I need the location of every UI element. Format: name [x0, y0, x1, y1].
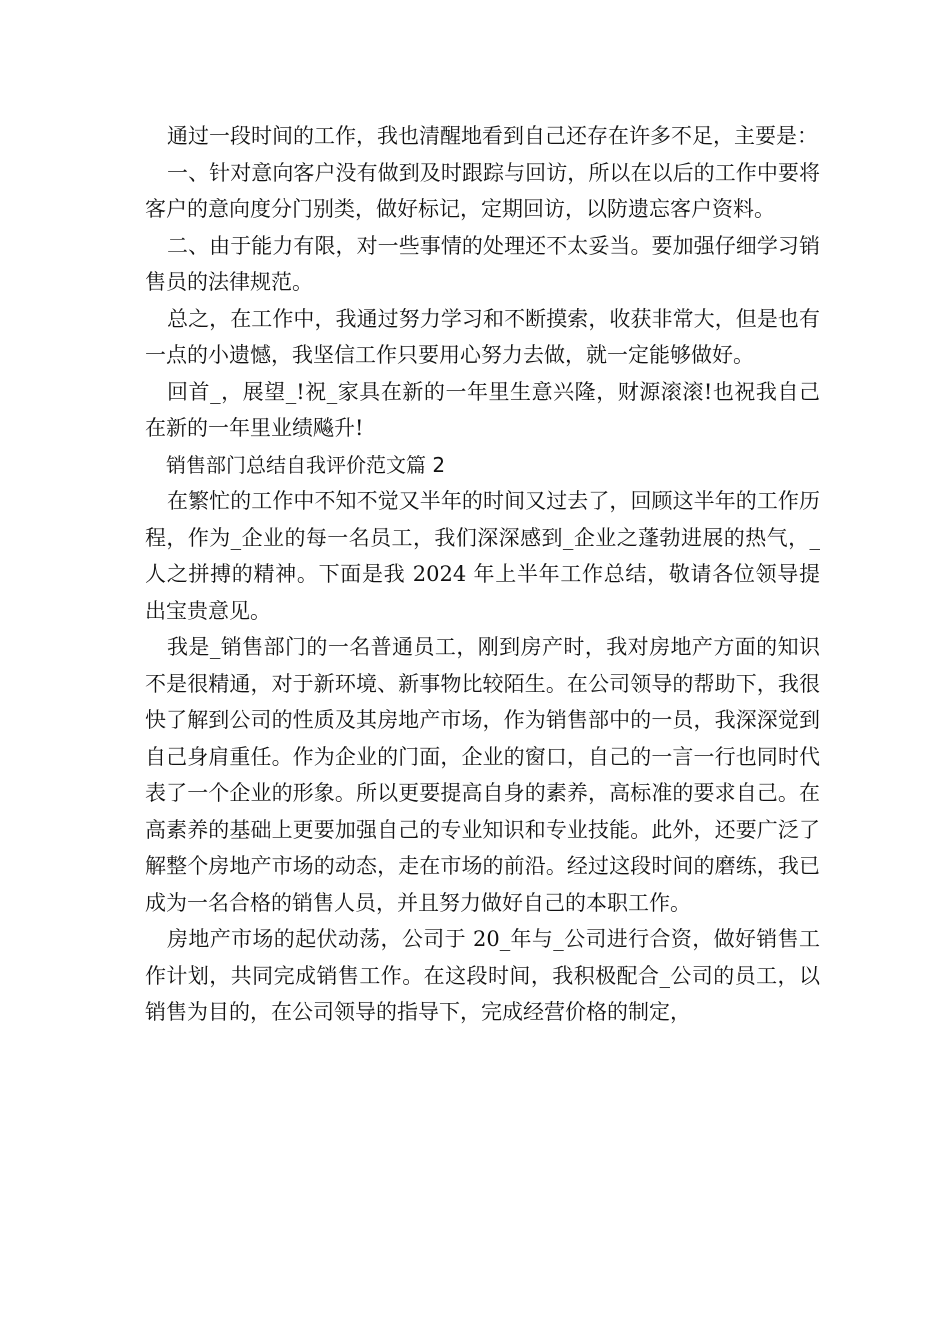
- section-heading: 销售部门总结自我评价范文篇 2: [166, 452, 446, 477]
- document-body: [145, 118, 820, 1031]
- paragraph: 房地产市场的起伏动荡，公司于 20_年与_公司进行合资，做好销售工作计划，共同完成销售工作。在这段时间，我积极配合_公司的员工，以销售为目的，在公司领导的指导下，完成经营价格的制定，: [145, 927, 820, 1024]
- paragraph: 一、针对意向客户没有做到及时跟踪与回访，所以在以后的工作中要将客户的意向度分门别类，做好标记，定期回访，以防遗忘客户资料。: [145, 160, 820, 221]
- paragraph: 二、由于能力有限，对一些事情的处理还不太妥当。要加强仔细学习销售员的法律规范。: [145, 233, 820, 294]
- paragraph: 回首_，展望_!祝_家具在新的一年里生意兴隆，财源滚滚!也祝我自己在新的一年里业绩飚升!: [145, 379, 820, 440]
- paragraph: 在繁忙的工作中不知不觉又半年的时间又过去了，回顾这半年的工作历程，作为_企业的每一名员工，我们深深感到_企业之蓬勃进展的热气，_人之拼搏的精神。下面是我 2024 年上半年工作总结，敬请各位领导提出宝贵意见。: [145, 489, 820, 623]
- paragraph: 通过一段时间的工作，我也清醒地看到自己还存在许多不足，主要是：: [167, 124, 818, 148]
- paragraph: 我是_销售部门的一名普通员工，刚到房产时，我对房地产方面的知识不是很精通，对于新环境、新事物比较陌生。在公司领导的帮助下，我很快了解到公司的性质及其房地产市场，作为销售部中的一员，我深深觉到自己身肩重任。作为企业的门面，企业的窗口，自己的一言一行也同时代表了一个企业的形象。所以更要提高自身的素养，高标准的要求自己。在高素养的基础上更要加强自己的专业知识和专业技能。此外，还要广泛了解整个房地产市场的动态，走在市场的前沿。经过这段时间的磨练，我已成为一名合格的销售人员，并且努力做好自己的本职工作。: [145, 635, 820, 915]
- paragraph: 总之，在工作中，我通过努力学习和不断摸索，收获非常大，但是也有一点的小遗憾，我坚信工作只要用心努力去做，就一定能够做好。: [145, 306, 820, 367]
